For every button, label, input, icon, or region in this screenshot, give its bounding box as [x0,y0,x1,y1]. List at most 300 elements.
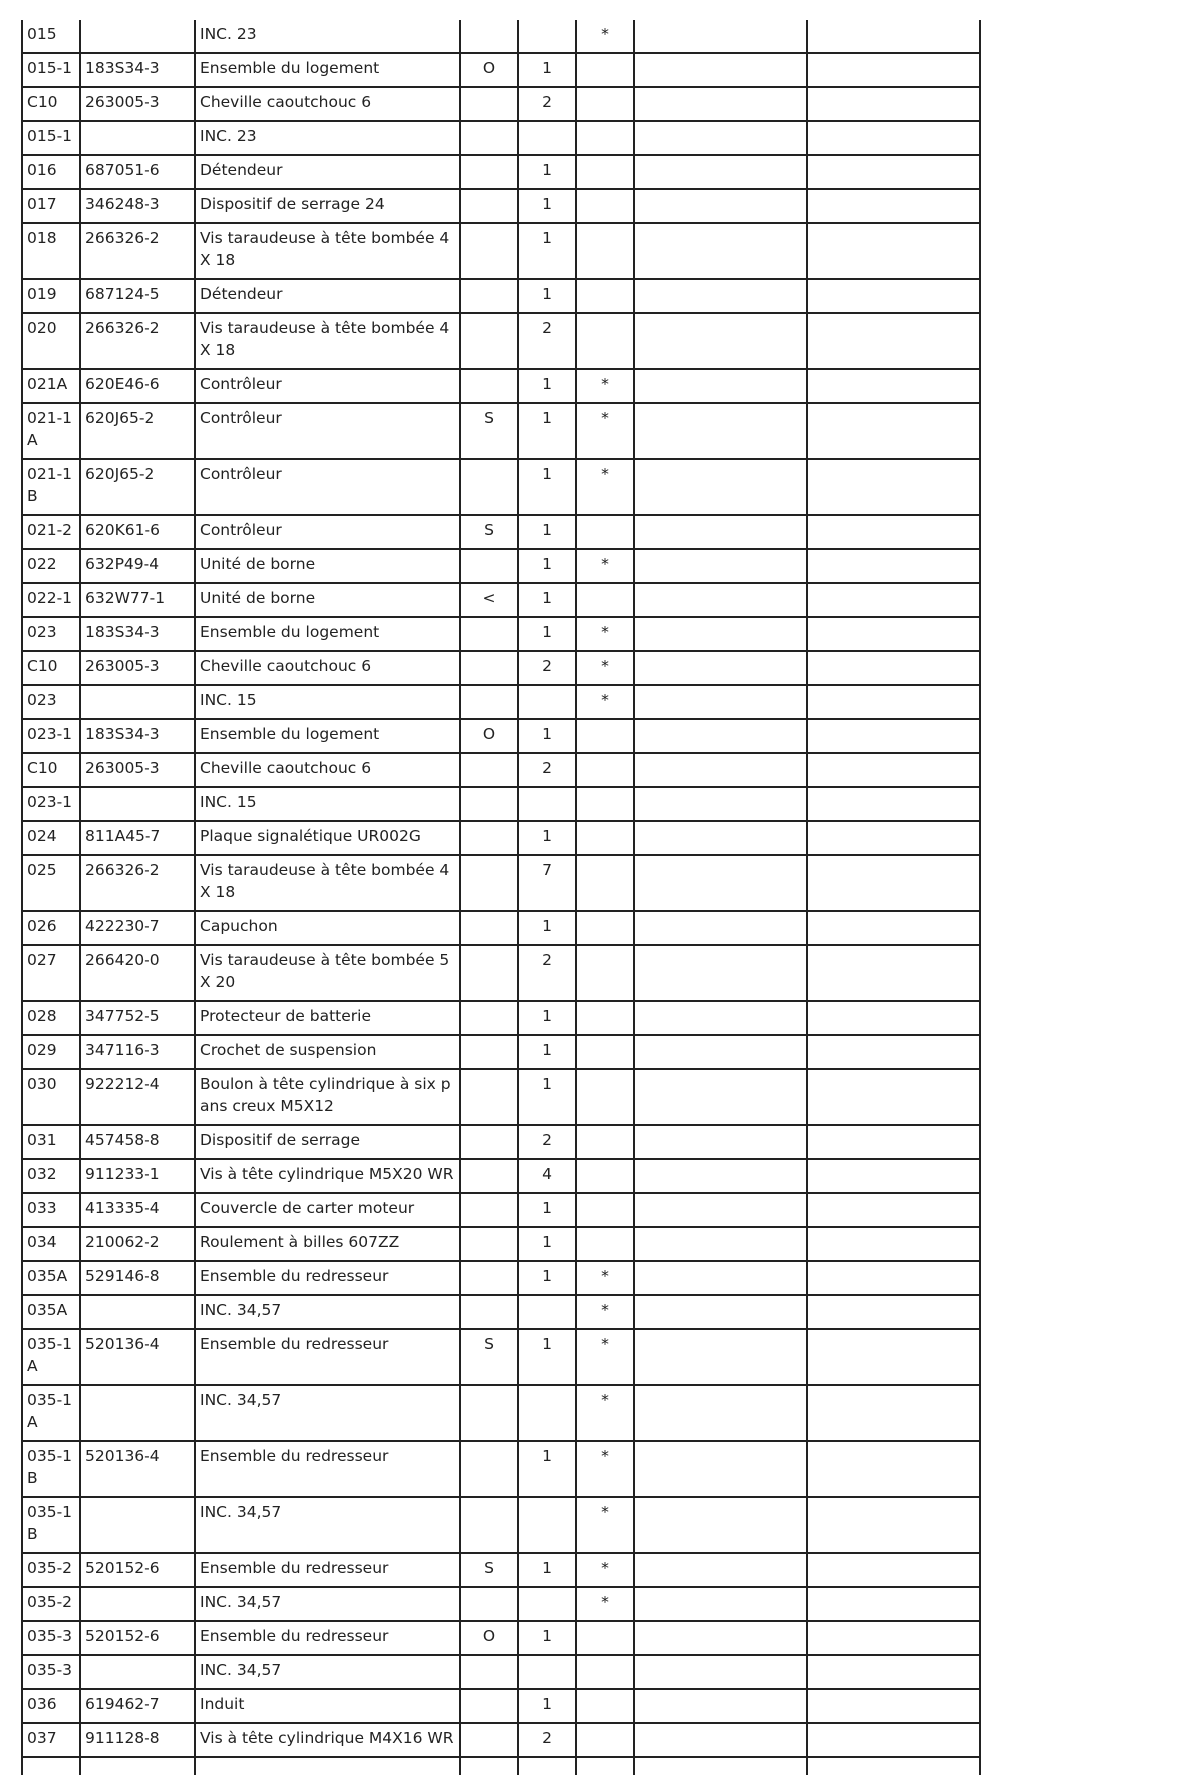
empty-cell [634,719,807,753]
empty-cell [807,155,980,189]
quantity-cell: 2 [518,1125,576,1159]
empty-cell [807,945,980,1001]
parts-table-body [22,20,980,1775]
item-number-cell: 024 [22,821,80,855]
quantity-cell: 2 [518,313,576,369]
note-cell [460,1689,518,1723]
empty-cell [807,1497,980,1553]
empty-cell [634,1621,807,1655]
empty-cell [807,53,980,87]
item-number-cell: C10 [22,753,80,787]
marker-cell: * [576,459,634,515]
marker-cell [576,911,634,945]
item-number-cell: 015-1 [22,121,80,155]
description-cell: Plaque signalétique UR002G [195,821,460,855]
item-number-cell: 021-1A [22,403,80,459]
quantity-cell [518,787,576,821]
table-row [22,1621,980,1655]
note-cell [460,855,518,911]
item-number-cell: 035-1B [22,1441,80,1497]
empty-cell [634,1723,807,1757]
empty-cell [807,855,980,911]
note-cell [460,1655,518,1689]
marker-cell [576,1655,634,1689]
note-cell [460,1227,518,1261]
description-cell: Dispositif de serrage [195,1125,460,1159]
part-number-cell: 529146-8 [80,1261,195,1295]
empty-cell [634,189,807,223]
note-cell [460,20,518,53]
table-row [22,1329,980,1385]
description-cell: Ensemble du logement [195,617,460,651]
description-cell: Ensemble du redresseur [195,1261,460,1295]
description-cell: Capuchon [195,911,460,945]
table-row [22,1441,980,1497]
item-number-cell: 035A [22,1261,80,1295]
empty-cell [807,1329,980,1385]
item-number-cell: 030 [22,1069,80,1125]
empty-cell [576,1757,634,1775]
empty-cell [634,1159,807,1193]
description-cell: Vis taraudeuse à tête bombée 5X 20 [195,945,460,1001]
table-row [22,549,980,583]
part-number-cell: 266326-2 [80,313,195,369]
marker-cell [576,313,634,369]
description-cell: Vis à tête cylindrique M4X16 WR [195,1723,460,1757]
empty-cell [634,1587,807,1621]
note-cell [460,189,518,223]
quantity-cell: 1 [518,53,576,87]
marker-cell [576,1193,634,1227]
description-cell: Contrôleur [195,369,460,403]
part-number-cell: 922212-4 [80,1069,195,1125]
empty-cell [634,1227,807,1261]
empty-cell [807,1069,980,1125]
table-row [22,911,980,945]
quantity-cell: 1 [518,1689,576,1723]
marker-cell [576,1125,634,1159]
table-row [22,787,980,821]
description-cell: Contrôleur [195,459,460,515]
marker-cell [576,1069,634,1125]
quantity-cell: 2 [518,945,576,1001]
empty-cell [634,223,807,279]
part-number-cell: 457458-8 [80,1125,195,1159]
note-cell [460,313,518,369]
empty-cell [634,1329,807,1385]
empty-cell [634,515,807,549]
description-cell: INC. 34,57 [195,1295,460,1329]
part-number-cell: 263005-3 [80,651,195,685]
table-row [22,583,980,617]
quantity-cell: 1 [518,369,576,403]
marker-cell: * [576,1385,634,1441]
part-number-cell: 620K61-6 [80,515,195,549]
table-row [22,1069,980,1125]
quantity-cell: 1 [518,1069,576,1125]
empty-cell [634,651,807,685]
item-number-cell: 035-2 [22,1553,80,1587]
part-number-cell [80,787,195,821]
part-number-cell: 520136-4 [80,1441,195,1497]
part-number-cell: 347752-5 [80,1001,195,1035]
quantity-cell: 1 [518,1001,576,1035]
note-cell [460,369,518,403]
empty-cell [807,403,980,459]
part-number-cell: 347116-3 [80,1035,195,1069]
empty-cell [634,1497,807,1553]
empty-cell [634,369,807,403]
table-row [22,945,980,1001]
empty-cell [634,1689,807,1723]
parts-table [21,20,981,1775]
part-number-cell [80,20,195,53]
part-number-cell: 911128-8 [80,1723,195,1757]
table-row [22,1261,980,1295]
part-number-cell: 520136-4 [80,1329,195,1385]
empty-cell [807,583,980,617]
note-cell [460,1035,518,1069]
empty-cell [634,1655,807,1689]
item-number-cell: 035-3 [22,1621,80,1655]
item-number-cell: 017 [22,189,80,223]
empty-cell [634,1069,807,1125]
description-cell: INC. 23 [195,121,460,155]
marker-cell: * [576,1441,634,1497]
quantity-cell: 1 [518,403,576,459]
quantity-cell: 4 [518,1159,576,1193]
part-number-cell: 183S34-3 [80,617,195,651]
description-cell: Ensemble du redresseur [195,1621,460,1655]
empty-cell [807,313,980,369]
table-row [22,1497,980,1553]
empty-cell [634,459,807,515]
quantity-cell: 1 [518,1441,576,1497]
description-cell: Roulement à billes 607ZZ [195,1227,460,1261]
table-row [22,1587,980,1621]
quantity-cell: 1 [518,583,576,617]
description-cell: Crochet de suspension [195,1035,460,1069]
empty-cell [634,945,807,1001]
item-number-cell: C10 [22,651,80,685]
part-number-cell: 266420-0 [80,945,195,1001]
marker-cell [576,855,634,911]
empty-cell [807,20,980,53]
note-cell: O [460,719,518,753]
empty-cell [807,459,980,515]
quantity-cell: 1 [518,719,576,753]
note-cell [460,121,518,155]
note-cell: S [460,403,518,459]
item-number-cell: 023-1 [22,787,80,821]
empty-cell [634,787,807,821]
part-number-cell [80,121,195,155]
description-cell: Détendeur [195,279,460,313]
part-number-cell: 413335-4 [80,1193,195,1227]
empty-cell [634,403,807,459]
empty-cell [807,1385,980,1441]
table-row [22,53,980,87]
note-cell [460,459,518,515]
marker-cell: * [576,1497,634,1553]
note-cell: S [460,1553,518,1587]
empty-cell [807,1125,980,1159]
quantity-cell: 1 [518,617,576,651]
description-cell: Ensemble du redresseur [195,1441,460,1497]
empty-cell [807,1655,980,1689]
marker-cell: * [576,651,634,685]
table-row [22,155,980,189]
empty-cell [807,1621,980,1655]
empty-cell [807,1553,980,1587]
description-cell: Vis taraudeuse à tête bombée 4X 18 [195,313,460,369]
empty-cell [807,1757,980,1775]
quantity-cell: 7 [518,855,576,911]
table-row [22,1159,980,1193]
table-row-cutoff [22,1757,980,1775]
table-row [22,855,980,911]
item-number-cell: 023 [22,685,80,719]
marker-cell [576,821,634,855]
table-row [22,1385,980,1441]
marker-cell [576,155,634,189]
table-row [22,719,980,753]
empty-cell [634,20,807,53]
marker-cell [576,1001,634,1035]
empty-cell [634,855,807,911]
quantity-cell [518,1655,576,1689]
table-row [22,1193,980,1227]
description-cell: Vis à tête cylindrique M5X20 WR [195,1159,460,1193]
note-cell [460,1193,518,1227]
description-cell: Unité de borne [195,583,460,617]
note-cell [460,87,518,121]
empty-cell [807,911,980,945]
description-cell: Cheville caoutchouc 6 [195,651,460,685]
marker-cell [576,279,634,313]
table-row [22,1125,980,1159]
empty-cell [807,1159,980,1193]
quantity-cell [518,20,576,53]
marker-cell: * [576,685,634,719]
part-number-cell: 266326-2 [80,223,195,279]
note-cell [460,651,518,685]
part-number-cell: 183S34-3 [80,719,195,753]
item-number-cell: 035-3 [22,1655,80,1689]
note-cell [460,223,518,279]
part-number-cell: 687051-6 [80,155,195,189]
marker-cell [576,787,634,821]
description-cell: INC. 23 [195,20,460,53]
empty-cell [634,313,807,369]
table-row [22,1001,980,1035]
description-cell: Ensemble du redresseur [195,1329,460,1385]
quantity-cell: 1 [518,1227,576,1261]
empty-cell [634,1125,807,1159]
empty-cell [634,821,807,855]
item-number-cell: 035-1A [22,1329,80,1385]
quantity-cell: 2 [518,87,576,121]
item-number-cell: 018 [22,223,80,279]
part-number-cell [80,685,195,719]
note-cell [460,787,518,821]
empty-cell [634,1295,807,1329]
note-cell [460,753,518,787]
description-cell: INC. 34,57 [195,1497,460,1553]
note-cell [460,911,518,945]
table-row [22,189,980,223]
empty-cell [634,617,807,651]
item-number-cell: C10 [22,87,80,121]
empty-cell [634,155,807,189]
part-number-cell: 911233-1 [80,1159,195,1193]
description-cell: INC. 34,57 [195,1655,460,1689]
empty-cell [634,1757,807,1775]
description-cell: Vis taraudeuse à tête bombée 4X 18 [195,223,460,279]
item-number-cell: 025 [22,855,80,911]
empty-cell [807,1261,980,1295]
table-row [22,279,980,313]
description-cell: Contrôleur [195,515,460,549]
table-row [22,20,980,53]
marker-cell [576,753,634,787]
item-number-cell: 034 [22,1227,80,1261]
empty-cell [807,279,980,313]
empty-cell [634,279,807,313]
marker-cell: * [576,549,634,583]
table-row [22,87,980,121]
description-cell: INC. 34,57 [195,1385,460,1441]
table-row [22,223,980,279]
empty-cell [634,685,807,719]
item-number-cell: 023-1 [22,719,80,753]
marker-cell: * [576,369,634,403]
description-cell: Dispositif de serrage 24 [195,189,460,223]
empty-cell [807,1001,980,1035]
empty-cell [807,1441,980,1497]
marker-cell [576,1723,634,1757]
empty-cell [807,1227,980,1261]
quantity-cell: 1 [518,911,576,945]
note-cell [460,279,518,313]
part-number-cell: 620J65-2 [80,459,195,515]
description-cell: Induit [195,1689,460,1723]
marker-cell [576,121,634,155]
item-number-cell: 021-2 [22,515,80,549]
empty-cell [80,1757,195,1775]
empty-cell [634,1001,807,1035]
note-cell [460,1125,518,1159]
description-cell: Boulon à tête cylindrique à six pans creux M5X12 [195,1069,460,1125]
marker-cell [576,1159,634,1193]
quantity-cell [518,685,576,719]
item-number-cell: 029 [22,1035,80,1069]
part-number-cell: 346248-3 [80,189,195,223]
description-cell: Ensemble du redresseur [195,1553,460,1587]
description-cell: INC. 34,57 [195,1587,460,1621]
empty-cell [807,1035,980,1069]
empty-cell [807,121,980,155]
empty-cell [807,1723,980,1757]
marker-cell [576,223,634,279]
item-number-cell: 035-1A [22,1385,80,1441]
note-cell [460,1723,518,1757]
description-cell: Vis taraudeuse à tête bombée 4X 18 [195,855,460,911]
description-cell: Unité de borne [195,549,460,583]
quantity-cell: 2 [518,651,576,685]
empty-cell [634,1193,807,1227]
marker-cell [576,1621,634,1655]
note-cell [460,1261,518,1295]
parts-list-sheet [21,20,981,1775]
item-number-cell: 023 [22,617,80,651]
part-number-cell [80,1587,195,1621]
item-number-cell: 021-1B [22,459,80,515]
item-number-cell: 035A [22,1295,80,1329]
quantity-cell: 1 [518,1329,576,1385]
empty-cell [807,1193,980,1227]
item-number-cell: 015 [22,20,80,53]
description-cell: Cheville caoutchouc 6 [195,753,460,787]
empty-cell [634,87,807,121]
note-cell [460,1001,518,1035]
marker-cell [576,1689,634,1723]
table-row [22,403,980,459]
marker-cell [576,1035,634,1069]
empty-cell [807,87,980,121]
empty-cell [807,515,980,549]
marker-cell: * [576,1295,634,1329]
quantity-cell: 1 [518,1553,576,1587]
note-cell [460,155,518,189]
empty-cell [634,1553,807,1587]
empty-cell [634,753,807,787]
part-number-cell: 183S34-3 [80,53,195,87]
quantity-cell: 1 [518,459,576,515]
quantity-cell: 1 [518,1035,576,1069]
quantity-cell: 1 [518,189,576,223]
empty-cell [807,821,980,855]
part-number-cell: 632W77-1 [80,583,195,617]
part-number-cell: 263005-3 [80,753,195,787]
empty-cell [807,1587,980,1621]
quantity-cell [518,1587,576,1621]
marker-cell: * [576,20,634,53]
item-number-cell: 021A [22,369,80,403]
marker-cell [576,189,634,223]
description-cell: Ensemble du logement [195,53,460,87]
part-number-cell: 620J65-2 [80,403,195,459]
table-row [22,1227,980,1261]
part-number-cell [80,1385,195,1441]
marker-cell: * [576,1553,634,1587]
part-number-cell [80,1497,195,1553]
part-number-cell [80,1655,195,1689]
item-number-cell: 037 [22,1723,80,1757]
part-number-cell: 266326-2 [80,855,195,911]
note-cell: < [460,583,518,617]
marker-cell [576,945,634,1001]
note-cell [460,1497,518,1553]
marker-cell [576,583,634,617]
part-number-cell: 520152-6 [80,1621,195,1655]
quantity-cell: 1 [518,821,576,855]
quantity-cell: 1 [518,223,576,279]
note-cell: O [460,1621,518,1655]
note-cell [460,945,518,1001]
note-cell [460,1385,518,1441]
table-row [22,1295,980,1329]
